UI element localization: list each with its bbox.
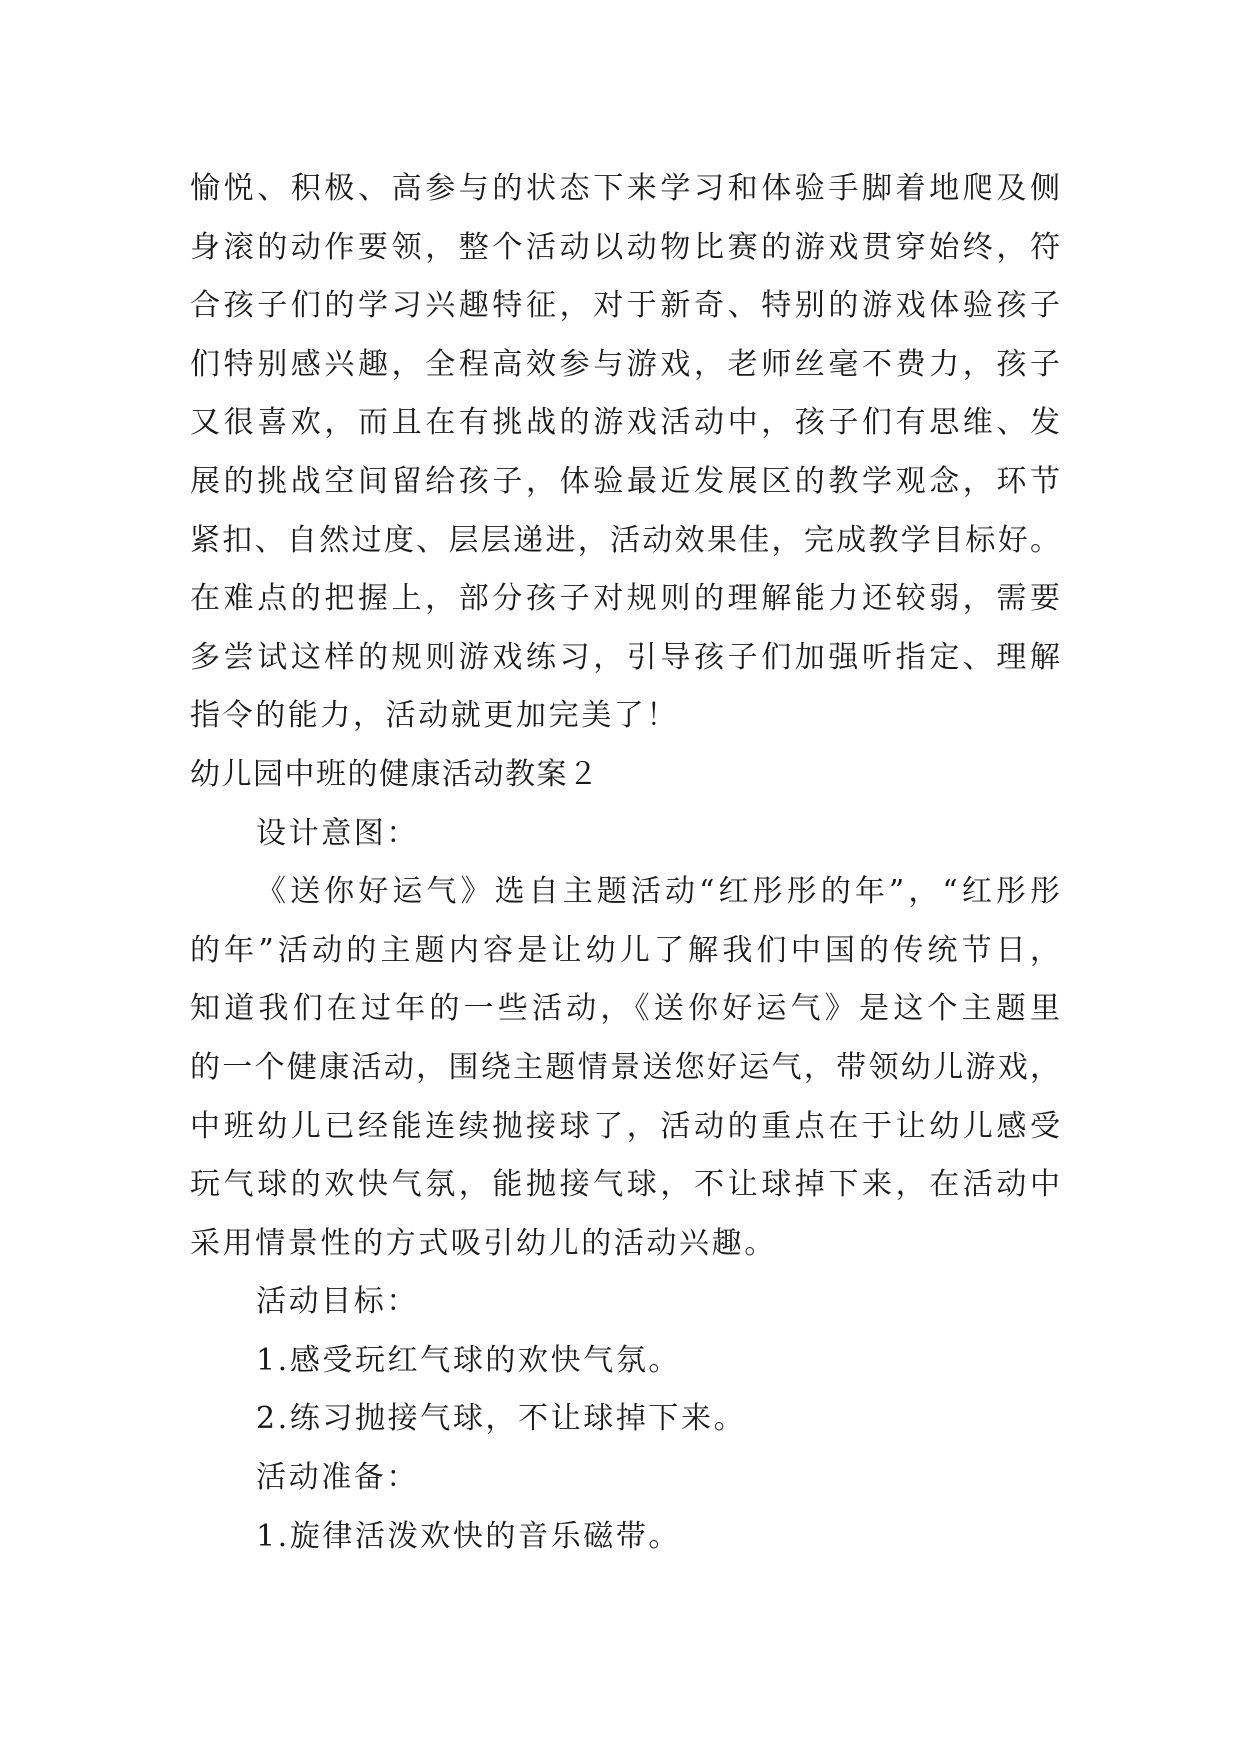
design-line: 中班幼儿已经能连续抛接球了，活动的重点在于让幼儿感受 xyxy=(190,1108,1060,1144)
goals-heading: 活动目标： xyxy=(256,1284,419,1320)
paragraph-line: 紧扣、自然过度、层层递进，活动效果佳，完成教学目标好。 xyxy=(190,522,1060,558)
paragraph-line: 们特别感兴趣，全程高效参与游戏，老师丝毫不费力，孩子 xyxy=(190,346,1060,382)
paragraph-line: 指令的能力，活动就更加完美了！ xyxy=(190,698,679,734)
paragraph-line: 身滚的动作要领，整个活动以动物比赛的游戏贯穿始终，符 xyxy=(190,229,1060,265)
section-title: 幼儿园中班的健康活动教案２ xyxy=(190,756,600,792)
design-line: 《送你好运气》选自主题活动“红彤彤的年”，“红彤彤 xyxy=(256,874,1060,910)
prep-heading: 活动准备： xyxy=(256,1460,419,1496)
goal-item: 1.感受玩红气球的欢快气氛。 xyxy=(256,1342,682,1378)
design-line: 采用情景性的方式吸引幼儿的活动兴趣。 xyxy=(190,1225,777,1261)
design-heading: 设计意图： xyxy=(256,815,419,851)
paragraph-line: 又很喜欢，而且在有挑战的游戏活动中，孩子们有思维、发 xyxy=(190,405,1060,441)
design-line: 知道我们在过年的一些活动，《送你好运气》是这个主题里 xyxy=(190,991,1060,1027)
design-line: 的年”活动的主题内容是让幼儿了解我们中国的传统节日， xyxy=(190,932,1060,968)
paragraph-line: 在难点的把握上，部分孩子对规则的理解能力还较弱，需要 xyxy=(190,581,1060,617)
paragraph-line: 多尝试这样的规则游戏练习，引导孩子们加强听指定、理解 xyxy=(190,639,1060,675)
paragraph-line: 愉悦、积极、高参与的状态下来学习和体验手脚着地爬及侧 xyxy=(190,171,1060,206)
design-line: 的一个健康活动，围绕主题情景送您好运气，带领幼儿游戏， xyxy=(190,1049,1060,1085)
prep-item: 1.旋律活泼欢快的音乐磁带。 xyxy=(256,1518,682,1554)
goal-item: 2.练习抛接气球，不让球掉下来。 xyxy=(256,1401,747,1437)
paragraph-line: 展的挑战空间留给孩子，体验最近发展区的教学观念，环节 xyxy=(190,463,1060,499)
paragraph-line: 合孩子们的学习兴趣特征，对于新奇、特别的游戏体验孩子 xyxy=(190,288,1060,324)
document-page xyxy=(190,160,1060,1566)
design-line: 玩气球的欢快气氛，能抛接气球，不让球掉下来，在活动中 xyxy=(190,1167,1060,1203)
